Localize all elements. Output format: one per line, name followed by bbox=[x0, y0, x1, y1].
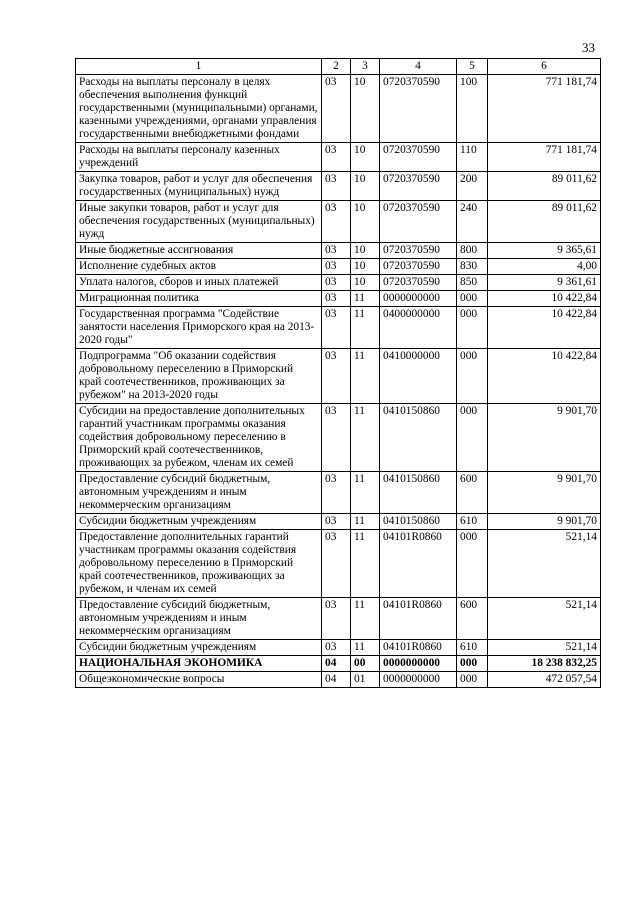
table-row bbox=[76, 307, 601, 349]
row-amount-cell: 9 901,70 bbox=[488, 514, 601, 530]
row-expense-type-cell: 610 bbox=[457, 640, 488, 656]
row-amount-cell: 10 422,84 bbox=[488, 349, 601, 404]
table-row bbox=[76, 275, 601, 291]
table-row bbox=[76, 672, 601, 688]
row-section-cell: 03 bbox=[322, 404, 351, 472]
table-row bbox=[76, 656, 601, 672]
row-subsection-cell: 11 bbox=[351, 307, 380, 349]
row-section-cell: 03 bbox=[322, 243, 351, 259]
row-name-cell: Государственная программа "Содействие занятости населения Приморского края на 2013-2020 годы" bbox=[76, 307, 322, 349]
table-row bbox=[76, 530, 601, 598]
row-name-cell: Закупка товаров, работ и услуг для обеспечения государственных (муниципальных) нужд bbox=[76, 172, 322, 201]
table-row bbox=[76, 259, 601, 275]
row-subsection-cell: 10 bbox=[351, 172, 380, 201]
col-header-target-item: 4 bbox=[380, 59, 457, 75]
row-expense-type-cell: 000 bbox=[457, 530, 488, 598]
row-subsection-cell: 11 bbox=[351, 640, 380, 656]
row-subsection-cell: 01 bbox=[351, 672, 380, 688]
row-amount-cell: 521,14 bbox=[488, 640, 601, 656]
row-section-cell: 03 bbox=[322, 291, 351, 307]
row-subsection-cell: 10 bbox=[351, 259, 380, 275]
col-header-name: 1 bbox=[76, 59, 322, 75]
row-expense-type-cell: 000 bbox=[457, 307, 488, 349]
row-expense-type-cell: 600 bbox=[457, 472, 488, 514]
row-name-cell: Расходы на выплаты персоналу в целях обеспечения выполнения функций государственными (муниципальными) органами, казенными учреждениями, органами управления государственными внебюджетными фондами bbox=[76, 75, 322, 143]
row-section-cell: 03 bbox=[322, 172, 351, 201]
row-expense-type-cell: 000 bbox=[457, 672, 488, 688]
row-name-cell: Предоставление субсидий бюджетным, автономным учреждениям и иным некоммерческим организациям bbox=[76, 598, 322, 640]
row-amount-cell: 521,14 bbox=[488, 530, 601, 598]
row-amount-cell: 521,14 bbox=[488, 598, 601, 640]
row-target-item-cell: 04101R0860 bbox=[380, 530, 457, 598]
row-amount-cell: 10 422,84 bbox=[488, 291, 601, 307]
row-expense-type-cell: 000 bbox=[457, 349, 488, 404]
row-expense-type-cell: 000 bbox=[457, 404, 488, 472]
row-expense-type-cell: 610 bbox=[457, 514, 488, 530]
row-expense-type-cell: 850 bbox=[457, 275, 488, 291]
table-row bbox=[76, 472, 601, 514]
row-expense-type-cell: 240 bbox=[457, 201, 488, 243]
row-subsection-cell: 10 bbox=[351, 243, 380, 259]
row-amount-cell: 9 361,61 bbox=[488, 275, 601, 291]
row-name-cell: Подпрограмма "Об оказании содействия добровольному переселению в Приморский край соотечественников, проживающих за рубежом" на 2013-2020 годы bbox=[76, 349, 322, 404]
page-number: 33 bbox=[582, 40, 595, 55]
row-subsection-cell: 10 bbox=[351, 75, 380, 143]
row-section-cell: 03 bbox=[322, 75, 351, 143]
row-name-cell: Иные закупки товаров, работ и услуг для обеспечения государственных (муниципальных) нужд bbox=[76, 201, 322, 243]
row-target-item-cell: 0410150860 bbox=[380, 472, 457, 514]
table-row bbox=[76, 514, 601, 530]
row-target-item-cell: 0410150860 bbox=[380, 514, 457, 530]
row-target-item-cell: 0720370590 bbox=[380, 259, 457, 275]
table-row bbox=[76, 75, 601, 143]
row-subsection-cell: 11 bbox=[351, 472, 380, 514]
row-section-cell: 03 bbox=[322, 259, 351, 275]
col-header-subsection: 3 bbox=[351, 59, 380, 75]
row-amount-cell: 771 181,74 bbox=[488, 143, 601, 172]
col-header-section: 2 bbox=[322, 59, 351, 75]
budget-table bbox=[75, 58, 601, 688]
row-section-cell: 04 bbox=[322, 656, 351, 672]
row-target-item-cell: 0410150860 bbox=[380, 404, 457, 472]
row-name-cell: Уплата налогов, сборов и иных платежей bbox=[76, 275, 322, 291]
table-row bbox=[76, 243, 601, 259]
row-expense-type-cell: 830 bbox=[457, 259, 488, 275]
row-amount-cell: 18 238 832,25 bbox=[488, 656, 601, 672]
row-target-item-cell: 0400000000 bbox=[380, 307, 457, 349]
col-header-expense-type: 5 bbox=[457, 59, 488, 75]
row-section-cell: 03 bbox=[322, 598, 351, 640]
row-name-cell: Миграционная политика bbox=[76, 291, 322, 307]
row-subsection-cell: 11 bbox=[351, 291, 380, 307]
row-amount-cell: 4,00 bbox=[488, 259, 601, 275]
row-target-item-cell: 0410000000 bbox=[380, 349, 457, 404]
row-subsection-cell: 11 bbox=[351, 349, 380, 404]
row-amount-cell: 9 901,70 bbox=[488, 472, 601, 514]
row-subsection-cell: 11 bbox=[351, 514, 380, 530]
row-expense-type-cell: 800 bbox=[457, 243, 488, 259]
row-name-cell: Предоставление субсидий бюджетным, автономным учреждениям и иным некоммерческим организациям bbox=[76, 472, 322, 514]
table-row bbox=[76, 172, 601, 201]
header-row bbox=[76, 59, 601, 75]
row-amount-cell: 89 011,62 bbox=[488, 172, 601, 201]
row-section-cell: 03 bbox=[322, 530, 351, 598]
row-subsection-cell: 10 bbox=[351, 275, 380, 291]
row-amount-cell: 472 057,54 bbox=[488, 672, 601, 688]
table-row bbox=[76, 404, 601, 472]
row-name-cell: Предоставление дополнительных гарантий участникам программы оказания содействия добровольному переселению в Приморский край соотечественников, проживающих за рубежом, и членам их семей bbox=[76, 530, 322, 598]
table-row bbox=[76, 291, 601, 307]
row-section-cell: 03 bbox=[322, 640, 351, 656]
table-row bbox=[76, 640, 601, 656]
row-target-item-cell: 0720370590 bbox=[380, 201, 457, 243]
row-amount-cell: 89 011,62 bbox=[488, 201, 601, 243]
row-target-item-cell: 04101R0860 bbox=[380, 640, 457, 656]
row-name-cell: Исполнение судебных актов bbox=[76, 259, 322, 275]
row-section-cell: 03 bbox=[322, 472, 351, 514]
row-subsection-cell: 10 bbox=[351, 201, 380, 243]
table-row bbox=[76, 143, 601, 172]
row-section-cell: 03 bbox=[322, 275, 351, 291]
row-expense-type-cell: 110 bbox=[457, 143, 488, 172]
row-section-cell: 03 bbox=[322, 307, 351, 349]
row-target-item-cell: 0720370590 bbox=[380, 275, 457, 291]
row-target-item-cell: 0720370590 bbox=[380, 243, 457, 259]
table-row bbox=[76, 201, 601, 243]
row-subsection-cell: 00 bbox=[351, 656, 380, 672]
row-expense-type-cell: 100 bbox=[457, 75, 488, 143]
row-subsection-cell: 11 bbox=[351, 404, 380, 472]
row-amount-cell: 771 181,74 bbox=[488, 75, 601, 143]
row-target-item-cell: 0000000000 bbox=[380, 656, 457, 672]
row-subsection-cell: 11 bbox=[351, 530, 380, 598]
row-name-cell: Расходы на выплаты персоналу казенных учреждений bbox=[76, 143, 322, 172]
row-section-cell: 04 bbox=[322, 672, 351, 688]
col-header-amount: 6 bbox=[488, 59, 601, 75]
table-row bbox=[76, 349, 601, 404]
row-subsection-cell: 10 bbox=[351, 143, 380, 172]
row-target-item-cell: 0000000000 bbox=[380, 672, 457, 688]
table-row bbox=[76, 598, 601, 640]
row-name-cell: Иные бюджетные ассигнования bbox=[76, 243, 322, 259]
row-expense-type-cell: 000 bbox=[457, 656, 488, 672]
row-amount-cell: 9 365,61 bbox=[488, 243, 601, 259]
row-name-cell: Субсидии на предоставление дополнительных гарантий участникам программы оказания содействия добровольному переселению в Приморский край соотечественников, проживающих за рубежом, членам их семей bbox=[76, 404, 322, 472]
row-expense-type-cell: 200 bbox=[457, 172, 488, 201]
row-name-cell: Субсидии бюджетным учреждениям bbox=[76, 514, 322, 530]
row-name-cell: НАЦИОНАЛЬНАЯ ЭКОНОМИКА bbox=[76, 656, 322, 672]
row-section-cell: 03 bbox=[322, 349, 351, 404]
row-subsection-cell: 11 bbox=[351, 598, 380, 640]
row-section-cell: 03 bbox=[322, 514, 351, 530]
row-target-item-cell: 0720370590 bbox=[380, 172, 457, 201]
row-expense-type-cell: 000 bbox=[457, 291, 488, 307]
row-target-item-cell: 04101R0860 bbox=[380, 598, 457, 640]
row-target-item-cell: 0000000000 bbox=[380, 291, 457, 307]
row-amount-cell: 9 901,70 bbox=[488, 404, 601, 472]
row-section-cell: 03 bbox=[322, 201, 351, 243]
row-expense-type-cell: 600 bbox=[457, 598, 488, 640]
row-section-cell: 03 bbox=[322, 143, 351, 172]
row-amount-cell: 10 422,84 bbox=[488, 307, 601, 349]
row-name-cell: Субсидии бюджетным учреждениям bbox=[76, 640, 322, 656]
row-target-item-cell: 0720370590 bbox=[380, 75, 457, 143]
row-name-cell: Общеэкономические вопросы bbox=[76, 672, 322, 688]
row-target-item-cell: 0720370590 bbox=[380, 143, 457, 172]
